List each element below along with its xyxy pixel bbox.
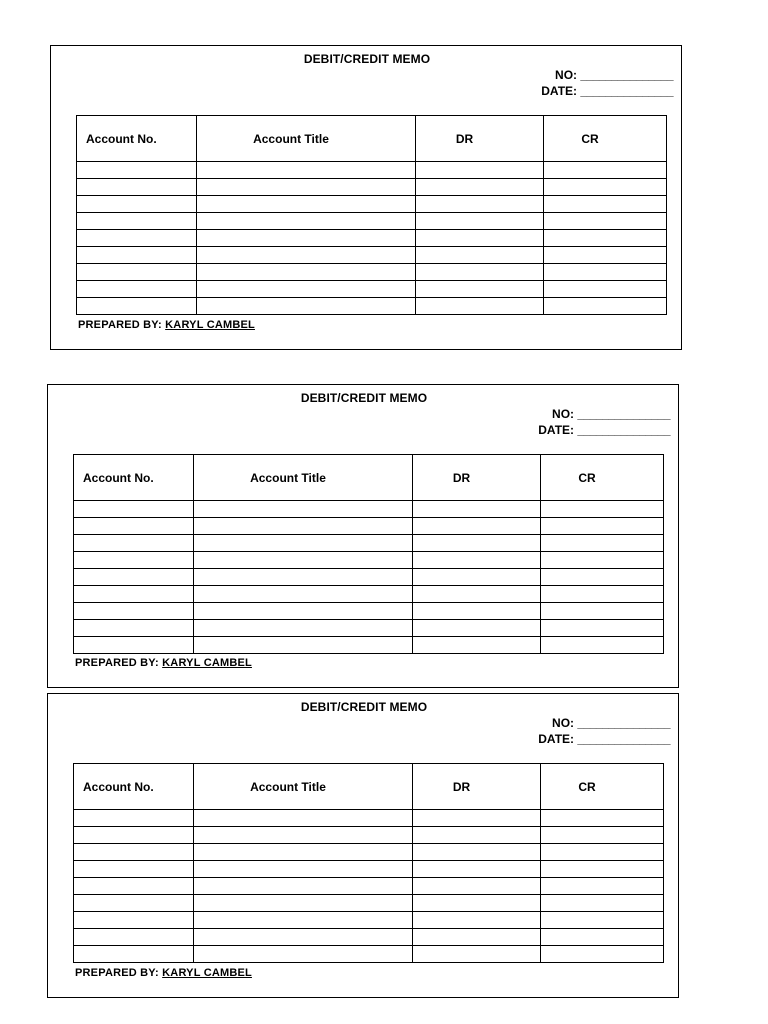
table-row [74,535,664,552]
cell-account-title[interactable] [194,912,413,929]
cell-account-title[interactable] [194,929,413,946]
memo-date-field [538,423,670,437]
table-row [74,844,664,861]
table-row [74,827,664,844]
cell-account-title[interactable] [194,810,413,827]
cell-account-no[interactable] [77,179,197,196]
cell-account-no[interactable] [77,213,197,230]
cell-cr[interactable] [541,518,664,535]
memo-number-field [555,68,673,82]
prepared-by-name: KARYL CAMBEL [162,967,252,979]
cell-dr[interactable] [416,264,544,281]
table-header-row [77,116,667,162]
cell-cr[interactable] [541,586,664,603]
cell-account-no[interactable] [74,552,194,569]
cell-account-title[interactable] [194,586,413,603]
cell-dr[interactable] [413,552,541,569]
cell-cr[interactable] [541,552,664,569]
cell-cr[interactable] [541,603,664,620]
cell-account-title[interactable] [197,247,416,264]
cell-account-no[interactable] [74,844,194,861]
cell-account-title[interactable] [197,162,416,179]
cell-dr[interactable] [413,912,541,929]
table-row [77,247,667,264]
cell-account-no[interactable] [74,620,194,637]
cell-account-no[interactable] [74,878,194,895]
entries-table [73,454,664,654]
cell-cr[interactable] [544,196,667,213]
cell-cr[interactable] [544,162,667,179]
prepared-by-label: PREPARED BY: [78,319,162,331]
cell-dr[interactable] [416,230,544,247]
cell-account-title[interactable] [194,552,413,569]
cell-account-no[interactable] [74,946,194,963]
entries-table [73,763,664,963]
table-row [74,637,664,654]
column-header-account-no: Account No. [77,116,197,162]
cell-dr[interactable] [413,518,541,535]
cell-account-no[interactable] [74,929,194,946]
memo-form-1 [50,45,682,350]
cell-account-title[interactable] [194,844,413,861]
column-header-dr: DR [413,764,541,810]
cell-cr[interactable] [541,535,664,552]
memo-number-label: NO: [552,407,575,421]
memo-number-field [552,716,670,730]
column-header-account-no: Account No. [74,455,194,501]
cell-cr[interactable] [544,230,667,247]
column-header-cr: CR [541,764,664,810]
cell-dr[interactable] [413,535,541,552]
cell-cr[interactable] [544,281,667,298]
cell-account-title[interactable] [197,179,416,196]
cell-account-title[interactable] [194,637,413,654]
prepared-by-label: PREPARED BY: [75,967,159,979]
cell-cr[interactable] [541,929,664,946]
cell-account-title[interactable] [197,230,416,247]
cell-cr[interactable] [544,264,667,281]
prepared-by [78,319,255,331]
cell-account-title[interactable] [194,603,413,620]
table-row [77,213,667,230]
cell-account-no[interactable] [74,535,194,552]
cell-cr[interactable] [541,637,664,654]
cell-account-title[interactable] [197,196,416,213]
cell-cr[interactable] [544,298,667,315]
cell-account-title[interactable] [197,281,416,298]
cell-account-title[interactable] [194,861,413,878]
table-row [74,895,664,912]
column-header-dr: DR [416,116,544,162]
cell-cr[interactable] [541,878,664,895]
cell-account-no[interactable] [74,810,194,827]
cell-account-title[interactable] [194,946,413,963]
cell-account-title[interactable] [194,518,413,535]
cell-account-title[interactable] [194,895,413,912]
memo-date-field [538,732,670,746]
table-row [77,298,667,315]
prepared-by [75,967,252,979]
cell-dr[interactable] [416,196,544,213]
cell-dr[interactable] [416,298,544,315]
cell-dr[interactable] [413,844,541,861]
cell-account-no[interactable] [77,162,197,179]
table-row [74,552,664,569]
table-row [74,861,664,878]
cell-cr[interactable] [544,247,667,264]
cell-account-title[interactable] [197,213,416,230]
cell-dr[interactable] [413,827,541,844]
cell-dr[interactable] [413,586,541,603]
cell-cr[interactable] [541,912,664,929]
memo-date-label: DATE: [538,423,575,437]
cell-cr[interactable] [541,946,664,963]
memo-title: DEBIT/CREDIT MEMO [303,52,431,66]
table-row [77,196,667,213]
table-row [74,569,664,586]
memo-date-blank[interactable]: _______________ [580,84,673,98]
cell-account-no[interactable] [77,247,197,264]
column-header-cr: CR [544,116,667,162]
cell-account-no[interactable] [74,501,194,518]
cell-account-no[interactable] [77,298,197,315]
memo-date-label: DATE: [538,732,575,746]
table-row [77,230,667,247]
cell-cr[interactable] [541,895,664,912]
memo-date-blank[interactable]: _______________ [577,732,670,746]
memo-date-field [541,84,673,98]
memo-title: DEBIT/CREDIT MEMO [300,700,428,714]
table-row [77,179,667,196]
cell-account-no[interactable] [77,230,197,247]
cell-dr[interactable] [416,162,544,179]
cell-dr[interactable] [416,281,544,298]
cell-account-no[interactable] [74,912,194,929]
table-row [74,810,664,827]
memo-number-blank[interactable]: _______________ [580,68,673,82]
memo-number-blank[interactable]: _______________ [577,716,670,730]
column-header-cr: CR [541,455,664,501]
cell-account-no[interactable] [74,827,194,844]
memo-date-blank[interactable]: _______________ [577,423,670,437]
cell-cr[interactable] [541,861,664,878]
cell-cr[interactable] [541,620,664,637]
memo-date-label: DATE: [541,84,578,98]
cell-account-title[interactable] [197,298,416,315]
cell-account-no[interactable] [77,264,197,281]
cell-account-no[interactable] [74,518,194,535]
cell-dr[interactable] [413,637,541,654]
cell-account-no[interactable] [74,586,194,603]
cell-cr[interactable] [541,501,664,518]
cell-account-title[interactable] [197,264,416,281]
memo-title: DEBIT/CREDIT MEMO [300,391,428,405]
table-header-row [74,764,664,810]
cell-dr[interactable] [413,603,541,620]
column-header-account-no: Account No. [74,764,194,810]
table-row [74,586,664,603]
table-row [74,929,664,946]
column-header-dr: DR [413,455,541,501]
memo-number-label: NO: [552,716,575,730]
memo-number-label: NO: [555,68,578,82]
cell-dr[interactable] [413,946,541,963]
cell-account-title[interactable] [194,620,413,637]
cell-account-title[interactable] [194,827,413,844]
cell-dr[interactable] [413,569,541,586]
cell-dr[interactable] [413,810,541,827]
prepared-by-name: KARYL CAMBEL [162,657,252,669]
cell-dr[interactable] [416,179,544,196]
memo-number-blank[interactable]: _______________ [577,407,670,421]
table-row [74,603,664,620]
cell-dr[interactable] [413,895,541,912]
cell-cr[interactable] [544,213,667,230]
cell-cr[interactable] [544,179,667,196]
cell-account-no[interactable] [74,637,194,654]
cell-account-title[interactable] [194,878,413,895]
column-header-account-title: Account Title [194,764,413,810]
cell-dr[interactable] [416,247,544,264]
cell-account-no[interactable] [77,196,197,213]
memo-number-field [552,407,670,421]
table-row [74,946,664,963]
table-row [74,518,664,535]
cell-dr[interactable] [413,620,541,637]
cell-cr[interactable] [541,569,664,586]
cell-dr[interactable] [416,213,544,230]
cell-dr[interactable] [413,501,541,518]
table-row [74,912,664,929]
table-row [74,620,664,637]
cell-account-title[interactable] [194,501,413,518]
cell-account-no[interactable] [74,895,194,912]
cell-account-no[interactable] [77,281,197,298]
cell-dr[interactable] [413,929,541,946]
cell-dr[interactable] [413,878,541,895]
cell-cr[interactable] [541,827,664,844]
cell-dr[interactable] [413,861,541,878]
cell-cr[interactable] [541,844,664,861]
table-row [77,162,667,179]
cell-account-title[interactable] [194,535,413,552]
cell-account-title[interactable] [194,569,413,586]
prepared-by-name: KARYL CAMBEL [165,319,255,331]
cell-account-no[interactable] [74,569,194,586]
memo-form-2 [47,384,679,688]
table-row [74,501,664,518]
table-row [77,264,667,281]
prepared-by-label: PREPARED BY: [75,657,159,669]
entries-table [76,115,667,315]
memo-form-3 [47,693,679,998]
cell-cr[interactable] [541,810,664,827]
table-row [77,281,667,298]
table-header-row [74,455,664,501]
column-header-account-title: Account Title [197,116,416,162]
cell-account-no[interactable] [74,861,194,878]
column-header-account-title: Account Title [194,455,413,501]
cell-account-no[interactable] [74,603,194,620]
prepared-by [75,657,252,669]
table-row [74,878,664,895]
